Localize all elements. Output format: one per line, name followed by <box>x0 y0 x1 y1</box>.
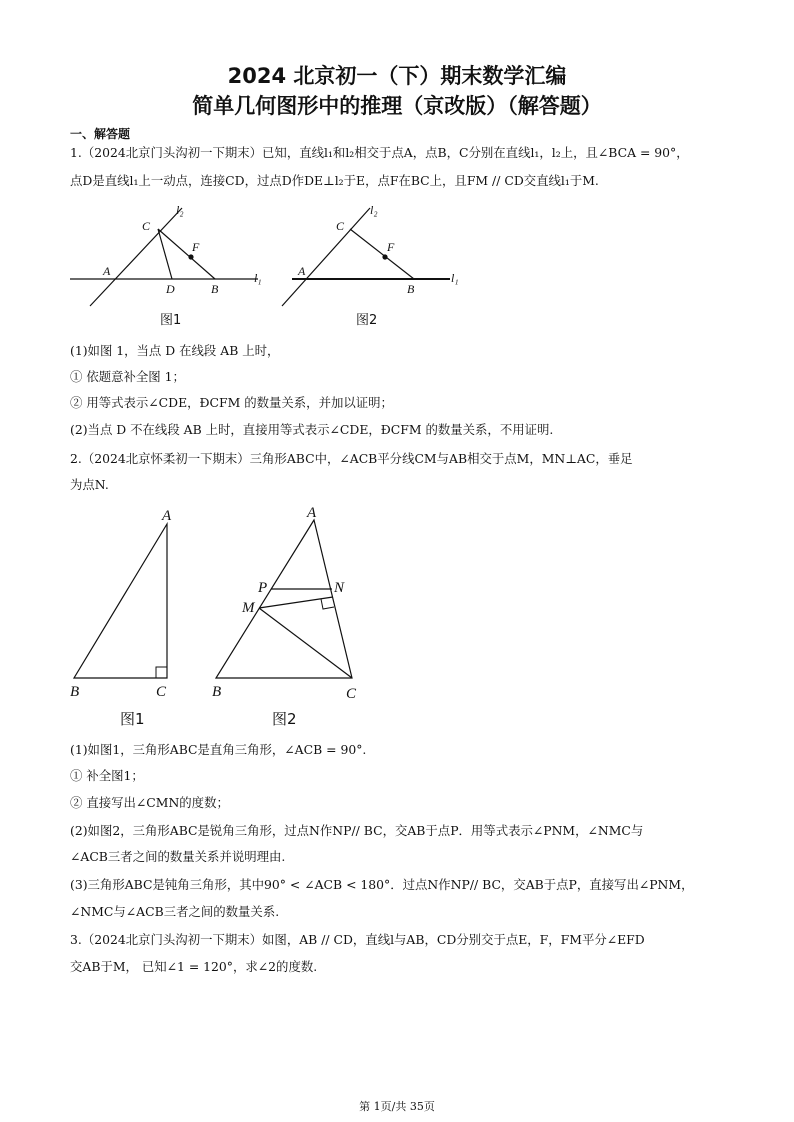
page-subtitle: 简单几何图形中的推理（京改版）（解答题） <box>192 94 602 118</box>
q2-fig2-triangle <box>216 520 352 678</box>
q1-figure-1 <box>70 203 262 328</box>
q2-part2-line2: ∠ACB三者之间的数量关系并说明理由. <box>70 849 286 864</box>
q2-fig1-caption: 图1 <box>120 710 145 728</box>
q1-fig1-label-b: B <box>211 282 219 296</box>
q2-part3-line2: ∠NMC与∠ACB三者之间的数量关系. <box>70 904 280 919</box>
q1-part2: (2)当点 D 不在线段 AB 上时，直接用等式表示∠CDE，ÐCFM 的数量关系，不用证明. <box>70 422 554 437</box>
q1-fig1-label-d: D <box>166 282 175 296</box>
q2-part1-step2: ② 直接写出∠CMN的度数； <box>70 795 229 810</box>
q2-figures <box>60 500 380 732</box>
section-heading: 一、解答题 <box>70 127 131 141</box>
q1-fig2-label-l2: l₂ <box>370 203 378 217</box>
q3-line1: 3.（2024北京门头沟初一下期末）如图，AB // CD，直线l与AB，CD分别交于点E，F，FM平分∠EFD <box>70 932 645 947</box>
q1-fig1-label-l2: l₂ <box>176 203 184 217</box>
q1-figures <box>60 196 480 336</box>
q2-fig1-label-c: C <box>156 684 167 700</box>
q1-fig2-caption: 图2 <box>356 313 378 328</box>
q2-figure-1 <box>70 508 172 728</box>
q2-fig2-label-p: P <box>258 580 268 596</box>
q2-part2-line1: (2)如图2，三角形ABC是锐角三角形，过点N作NP// BC，交AB于点P．用等式表示∠PNM，∠NMC与 <box>70 823 644 838</box>
q1-part1-step2: ② 用等式表示∠CDE，ÐCFM 的数量关系，并加以证明； <box>70 395 393 410</box>
q2-part1-step1: ① 补全图1； <box>70 768 144 783</box>
q2-fig2-label-m: M <box>242 600 255 616</box>
q2-fig2-label-b: B <box>212 684 222 700</box>
q1-fig2-label-l1: l₁ <box>451 271 459 285</box>
q2-figure-2 <box>212 505 357 728</box>
q1-line1: 1.（2024北京门头沟初一下期末）已知，直线l₁和l₂相交于点A，点B，C分别在直线l₁，l₂上，且∠BCA = 90°， <box>70 145 689 160</box>
q1-part1-step1: ① 依题意补全图 1； <box>70 369 185 384</box>
q1-fig2-label-f: F <box>387 240 395 254</box>
q1-fig1-point-f <box>188 254 193 259</box>
q2-fig1-triangle <box>74 524 167 678</box>
q2-fig2-caption: 图2 <box>272 710 297 728</box>
q1-fig1-label-c: C <box>142 219 151 233</box>
q1-fig2-label-b: B <box>407 282 415 296</box>
q2-fig2-right-angle-mark <box>321 599 334 609</box>
q1-fig1-caption: 图1 <box>160 313 182 328</box>
q2-fig1-label-b: B <box>70 684 80 700</box>
q2-line1: 2.（2024北京怀柔初一下期末）三角形ABC中，∠ACB平分线CM与AB相交于点M，MN⊥AC，垂足 <box>70 451 633 466</box>
q2-fig2-label-a: A <box>307 505 317 521</box>
q2-fig1-label-a: A <box>162 508 172 524</box>
q1-fig2-segment-cb <box>350 229 414 279</box>
q2-line2: 为点N. <box>70 477 109 492</box>
q2-part3-line1: (3)三角形ABC是钝角三角形，其中90° < ∠ACB < 180°．过点N作NP// BC，交AB于点P，直接写出∠PNM， <box>70 877 694 892</box>
q1-fig2-point-f <box>382 254 387 259</box>
q1-fig1-label-l1: l₁ <box>254 271 262 285</box>
page-number: 第 1页/共 35页 <box>359 1100 435 1113</box>
q1-fig1-label-a: A <box>103 264 111 278</box>
q1-line2: 点D是直线l₁上一动点，连接CD，过点D作DE⊥l₂于E，点F在BC上，且FM // CD交直线l₁于M. <box>70 173 599 188</box>
q1-fig2-label-a: A <box>298 264 306 278</box>
q1-part1: (1)如图 1，当点 D 在线段 AB 上时， <box>70 343 280 358</box>
q2-fig2-label-c: C <box>346 686 357 702</box>
page-title: 2024 北京初一（下）期末数学汇编 <box>227 64 567 88</box>
q1-fig2-label-c: C <box>336 219 345 233</box>
q2-fig2-label-n: N <box>334 580 345 596</box>
q2-fig1-right-angle-mark <box>156 667 167 678</box>
q1-fig1-label-f: F <box>192 240 200 254</box>
q1-fig2-line-l2 <box>282 208 370 306</box>
q3-line2: 交AB于M， 已知∠1 = 120°，求∠2的度数. <box>70 959 318 974</box>
q1-fig1-segment-cd <box>158 229 172 279</box>
q1-figure-2 <box>282 203 459 328</box>
q2-part1: (1)如图1，三角形ABC是直角三角形，∠ACB = 90°. <box>70 742 367 757</box>
q1-fig1-segment-cb <box>158 229 215 279</box>
